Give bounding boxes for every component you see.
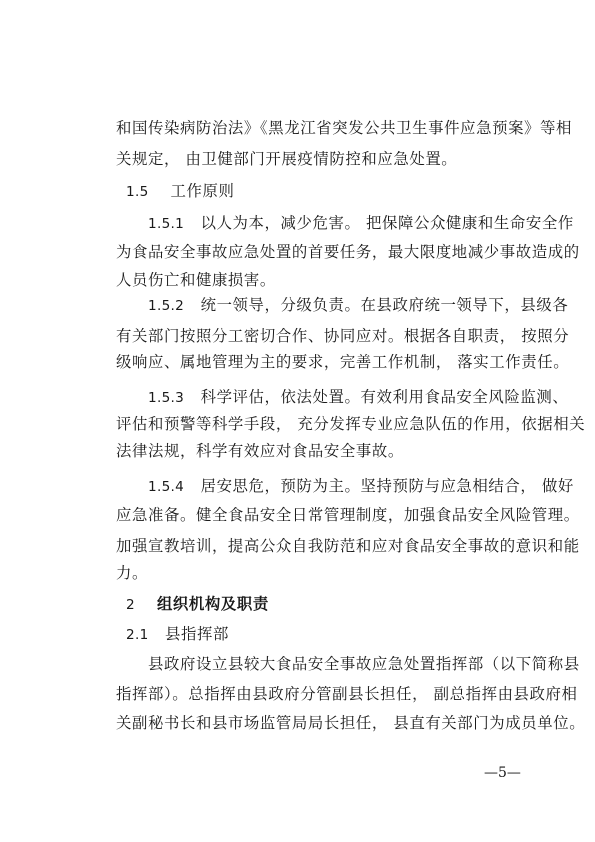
- body-line: 人员伤亡和健康损害。: [116, 271, 276, 289]
- section-heading-2: [126, 594, 526, 615]
- body-line: 关副秘书长和县市场监管局局长担任， 县直有关部门为成员单位。: [116, 714, 586, 732]
- body-line: 指挥部）。总指挥由县政府分管副县长担任， 副总指挥由县政府相: [116, 685, 578, 703]
- item-number: 1.5.3: [148, 390, 185, 406]
- paragraph-1-5-2: [148, 295, 569, 316]
- section-title: 工作原则: [170, 182, 235, 200]
- section-title: 组织机构及职责: [156, 595, 269, 613]
- section-number: 2: [126, 597, 135, 613]
- page-number: —5—: [484, 765, 521, 781]
- body-line: 级响应、属地管理为主的要求，完善工作机制， 落实工作责任。: [116, 353, 570, 371]
- item-number: 1.5.1: [148, 216, 185, 232]
- paragraph-1-5-4: [148, 476, 574, 497]
- item-number: 1.5.4: [148, 479, 185, 495]
- section-number: 1.5: [126, 184, 149, 200]
- body-text: 以人为本，减少危害。 把保障公众健康和生命安全作: [200, 214, 574, 232]
- body-line: 有关部门按照分工密切合作、协同应对。根据各自职责， 按照分: [116, 327, 570, 345]
- body-line: 应急准备。健全食品安全日常管理制度，加强食品安全风险管理。: [116, 506, 580, 524]
- body-line: 法律法规，科学有效应对食品安全事故。: [116, 442, 404, 460]
- body-text: 居安思危，预防为主。坚持预防与应急相结合， 做好: [200, 477, 574, 495]
- body-text: 统一领导，分级负责。在县政府统一领导下，县级各: [200, 296, 569, 314]
- section-heading-1-5: [126, 181, 526, 202]
- body-text: 科学评估，依法处置。有效利用食品安全风险监测、: [200, 388, 569, 406]
- section-title: 县指挥部: [165, 625, 229, 643]
- section-heading-2-1: [126, 624, 526, 645]
- body-line: 加强宣教培训，提高公众自我防范和应对食品安全事故的意识和能: [116, 537, 580, 555]
- item-number: 1.5.2: [148, 298, 185, 314]
- body-line: 为食品安全事故应急处置的首要任务，最大限度地减少事故造成的: [116, 243, 580, 261]
- paragraph-1-5-1: [148, 213, 574, 234]
- body-line: 县政府设立县较大食品安全事故应急处置指挥部（以下简称县: [148, 655, 580, 673]
- body-line: 和国传染病防治法》《黑龙江省突发公共卫生事件应急预案》等相: [116, 119, 573, 137]
- body-line: 力。: [116, 564, 148, 582]
- body-line: 评估和预警等科学手段， 充分发挥专业应急队伍的作用，依据相关: [116, 415, 586, 433]
- paragraph-1-5-3: [148, 387, 569, 408]
- section-number: 2.1: [126, 627, 149, 643]
- body-line: 关规定， 由卫健部门开展疫情防控和应急处置。: [116, 150, 458, 168]
